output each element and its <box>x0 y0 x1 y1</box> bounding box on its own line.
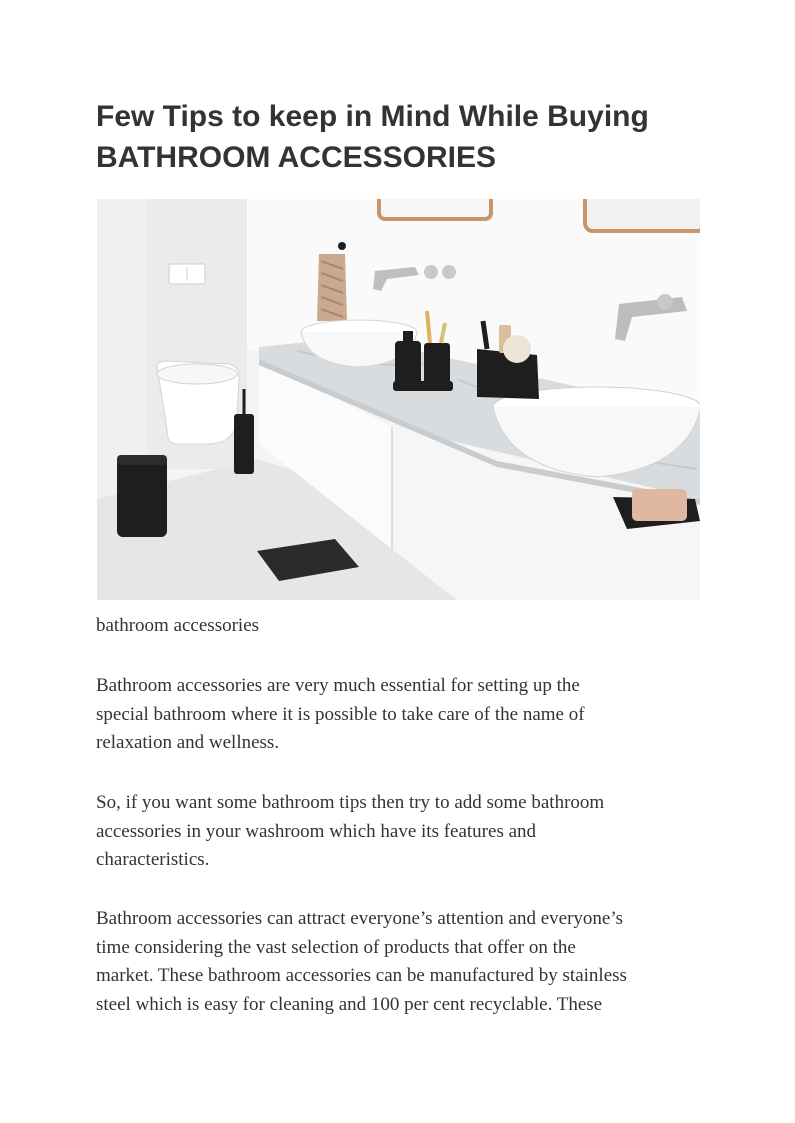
paragraph-3-line-1: Bathroom accessories can attract everyone’s attention and everyone’s <box>96 908 624 929</box>
bathroom-photo <box>97 199 700 600</box>
paragraph-2-line-1: So, if you want some bathroom tips then try to add some bathroom <box>96 792 605 813</box>
paragraph-2 <box>96 789 706 875</box>
paragraph-1 <box>96 672 706 758</box>
article-header <box>96 96 701 178</box>
paragraph-2-line-2: accessories in your washroom which have its features and <box>96 820 537 842</box>
article-title-line-1: Few Tips to keep in Mind While Buying <box>96 100 649 133</box>
paragraph-1-line-1: Bathroom accessories are very much essential for setting up the <box>96 675 580 696</box>
paragraph-1-line-2: special bathroom where it is possible to take care of the name of <box>96 703 585 725</box>
image-caption: bathroom accessories <box>96 615 260 636</box>
paragraph-3-line-2: time considering the vast selection of products that offer on the <box>96 936 576 958</box>
paragraph-3-line-4: steel which is easy for cleaning and 100 per cent recyclable. These <box>96 993 603 1015</box>
paragraph-3 <box>96 905 706 1019</box>
paragraph-3-line-3: market. These bathroom accessories can be manufactured by stainless <box>96 965 627 986</box>
article-title <box>96 96 701 178</box>
paragraph-1-line-3: relaxation and wellness. <box>96 732 280 753</box>
article-title-line-2: BATHROOM ACCESSORIES <box>96 141 497 174</box>
paragraph-2-line-3: characteristics. <box>96 849 210 870</box>
bathroom-illustration <box>97 199 700 600</box>
